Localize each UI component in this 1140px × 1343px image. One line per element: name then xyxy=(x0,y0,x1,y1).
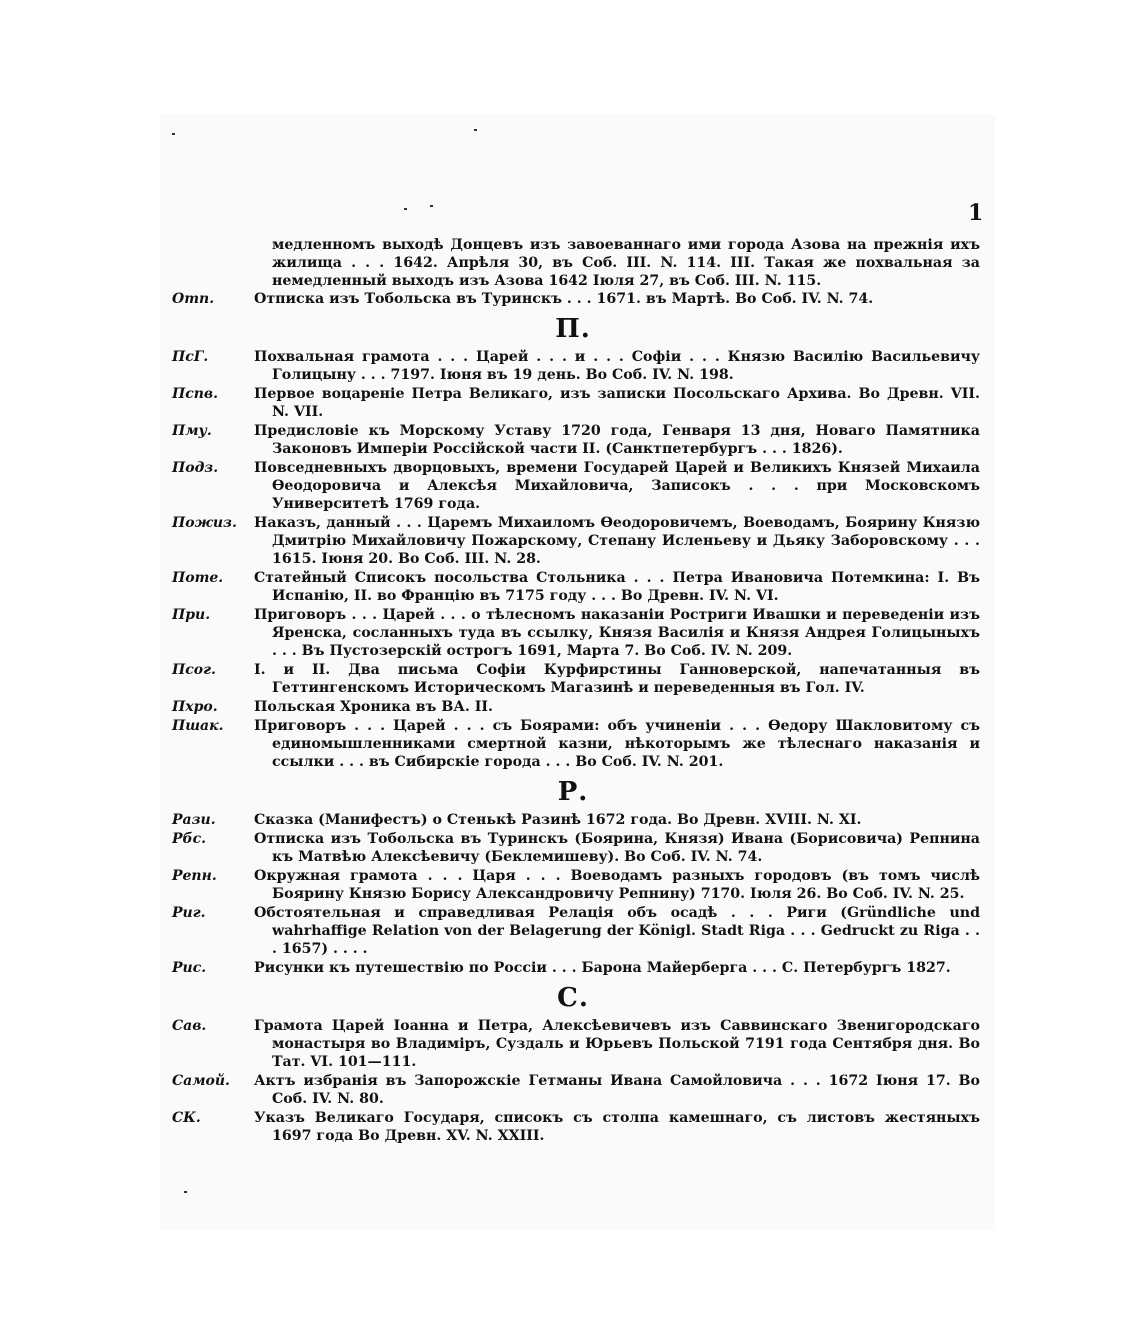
index-entry xyxy=(172,422,980,458)
index-entry xyxy=(172,1072,980,1108)
entry-text: Приговоръ . . . Царей . . . съ Боярами: объ учиненіи . . . Ѳедору Шакловитому съ единомышленниками смертной казни, нѣкоторымъ же тѣлеснаго наказанія и ссылки . . . въ Сибирскіе города . . . Во Соб. IV. N. 201. xyxy=(254,718,980,770)
entry-text: Отписка изъ Тобольска въ Туринскъ . . . 1671. въ Мартѣ. Во Соб. IV. N. 74. xyxy=(254,291,874,307)
entry-text: Предисловіе къ Морскому Уставу 1720 года, Генваря 13 дня, Новаго Памятника Законовъ Имперіи Россійской части II. (Санктпетербургъ . . . 1826). xyxy=(254,423,980,457)
section-heading-s: С. xyxy=(557,983,589,1013)
index-entry xyxy=(172,661,980,697)
index-entry xyxy=(172,606,980,660)
entry-abbr: Пму. xyxy=(172,423,212,439)
entry-abbr-empty xyxy=(172,236,254,290)
scan-speck xyxy=(404,208,407,210)
entry-abbr: Рис. xyxy=(172,960,207,976)
entry-abbr: Пхро. xyxy=(172,699,218,715)
entry-text: Указъ Великаго Государя, списокъ съ столпа камешнаго, съ листовъ жестяныхъ 1697 года Во Древн. XV. N. XXIII. xyxy=(254,1110,980,1144)
index-entry xyxy=(172,904,980,958)
index-entry xyxy=(172,717,980,771)
entry-abbr: Отп. xyxy=(172,291,215,307)
entry-abbr: Поте. xyxy=(172,570,224,586)
section-heading-r: Р. xyxy=(557,777,589,807)
entry-text: медленномъ выходѣ Донцевъ изъ завоеваннаго ими города Азова на прежнія ихъ жилища . . . 1642. Апрѣля 30, въ Соб. III. N. 114. III. Такая же похвальная за немедленный выходъ изъ Азова 1642 Іюля 27, въ Соб. III. N. 115. xyxy=(272,237,980,289)
entry-abbr: ПсГ. xyxy=(172,349,209,365)
page-number: 1 xyxy=(968,200,984,226)
entry-abbr: Пшак. xyxy=(172,718,224,734)
index-entry xyxy=(172,698,980,716)
entry-abbr: Пожиз. xyxy=(172,515,237,531)
index-content xyxy=(172,236,980,1146)
entry-text: Похвальная грамота . . . Царей . . . и . . . Софіи . . . Князю Василію Васильевичу Голицыну . . . 7197. Іюня въ 19 день. Во Соб. IV. N. 198. xyxy=(254,349,980,383)
scan-speck xyxy=(430,205,433,207)
entry-abbr: Пспв. xyxy=(172,386,218,402)
entry-text: Актъ избранія въ Запорожскіе Гетманы Ивана Самойловича . . . 1672 Іюня 17. Во Соб. IV. N. 80. xyxy=(254,1073,980,1107)
entry-text: Рисунки къ путешествію по Россіи . . . Барона Майерберга . . . С. Петербургъ 1827. xyxy=(254,960,951,976)
entry-text: Статейный Списокъ посольства Стольника . . . Петра Ивановича Потемкина: I. Въ Испанію, II. во Францію въ 7175 году . . . Во Древн. IV. N. VI. xyxy=(254,570,980,604)
index-entry xyxy=(172,385,980,421)
entry-abbr: Псог. xyxy=(172,662,216,678)
entry-text: Наказъ, данный . . . Царемъ Михаиломъ Ѳеодоровичемъ, Воеводамъ, Боярину Князю Дмитрію Михайловичу Пожарскому, Степану Исленьеву и Дьяку Заборовскому . . . 1615. Іюня 20. Во Соб. III. N. 28. xyxy=(254,515,980,567)
index-entry xyxy=(172,459,980,513)
entry-text: Повседневныхъ дворцовыхъ, времени Государей Царей и Великихъ Князей Михаила Ѳеодоровича и Алексѣя Михайловича, Записокъ . . . при Московскомъ Университетѣ 1769 года. xyxy=(254,460,980,512)
entry-text: Польская Хроника въ ВА. II. xyxy=(254,699,493,715)
entry-text: Отписка изъ Тобольска въ Туринскъ (Боярина, Князя) Ивана (Борисовича) Репнина къ Матвѣю Алексѣевичу (Беклемишеву). Во Соб. IV. N. 74. xyxy=(254,831,980,865)
entry-text: Приговоръ . . . Царей . . . о тѣлесномъ наказаніи Ростриги Ивашки и переведеніи изъ Яренска, сосланныхъ туда въ ссылку, Князя Василія и Князя Андрея Голицыныхъ . . . Въ Пустозерскій острогъ 1691, Марта 7. Во Соб. IV. N. 209. xyxy=(254,607,980,659)
index-entry xyxy=(172,811,980,829)
entry-text: Сказка (Манифестъ) о Стенькѣ Разинѣ 1672 года. Во Древн. XVIII. N. XI. xyxy=(254,812,862,828)
index-entry xyxy=(172,1109,980,1145)
index-entry xyxy=(172,1017,980,1071)
entry-abbr: Риг. xyxy=(172,905,206,921)
entry-abbr: СК. xyxy=(172,1110,201,1126)
index-entry xyxy=(172,348,980,384)
entry-text: I. и II. Два письма Софіи Курфирстины Ганноверской, напечатанныя въ Геттингенскомъ Историческомъ Магазинѣ и переведенныя въ Гол. IV. xyxy=(254,662,980,696)
entry-abbr: При. xyxy=(172,607,211,623)
entry-abbr: Рбс. xyxy=(172,831,207,847)
index-entry xyxy=(172,830,980,866)
scan-speck xyxy=(184,1191,187,1193)
entry-abbr: Сав. xyxy=(172,1018,207,1034)
index-entry xyxy=(172,514,980,568)
continued-entry xyxy=(172,236,980,290)
entry-text: Обстоятельная и справедливая Релація объ осадѣ . . . Риги (Gründliche und wahrhaffige Relation von der Belagerung der Königl. Stadt Riga . . . Gedruckt zu Riga . . . 1657) . . . . xyxy=(254,905,980,957)
section-heading-p: П. xyxy=(555,314,591,344)
index-entry xyxy=(172,959,980,977)
index-entry xyxy=(172,867,980,903)
scan-speck xyxy=(474,129,477,131)
entry-text: Первое воцареніе Петра Великаго, изъ записки Посольскаго Архива. Во Древн. VII. N. VII. xyxy=(254,386,980,420)
entry-abbr: Самой. xyxy=(172,1073,230,1089)
scan-speck xyxy=(172,133,175,135)
entry-abbr: Рази. xyxy=(172,812,216,828)
entry-text: Грамота Царей Іоанна и Петра, Алексѣевичевъ изъ Саввинскаго Звенигородскаго монастыря во Владиміръ, Суздаль и Юрьевъ Польской 7191 года Сентября дня. Во Тат. VI. 101—111. xyxy=(254,1018,980,1070)
entry-abbr: Репн. xyxy=(172,868,217,884)
entry-text: Окружная грамота . . . Царя . . . Воеводамъ разныхъ городовъ (въ томъ числѣ Боярину Князю Борису Александровичу Репнину) 7170. Іюля 26. Во Соб. IV. N. 25. xyxy=(254,868,980,902)
index-entry xyxy=(172,290,980,308)
entry-abbr: Подз. xyxy=(172,460,219,476)
index-entry xyxy=(172,569,980,605)
